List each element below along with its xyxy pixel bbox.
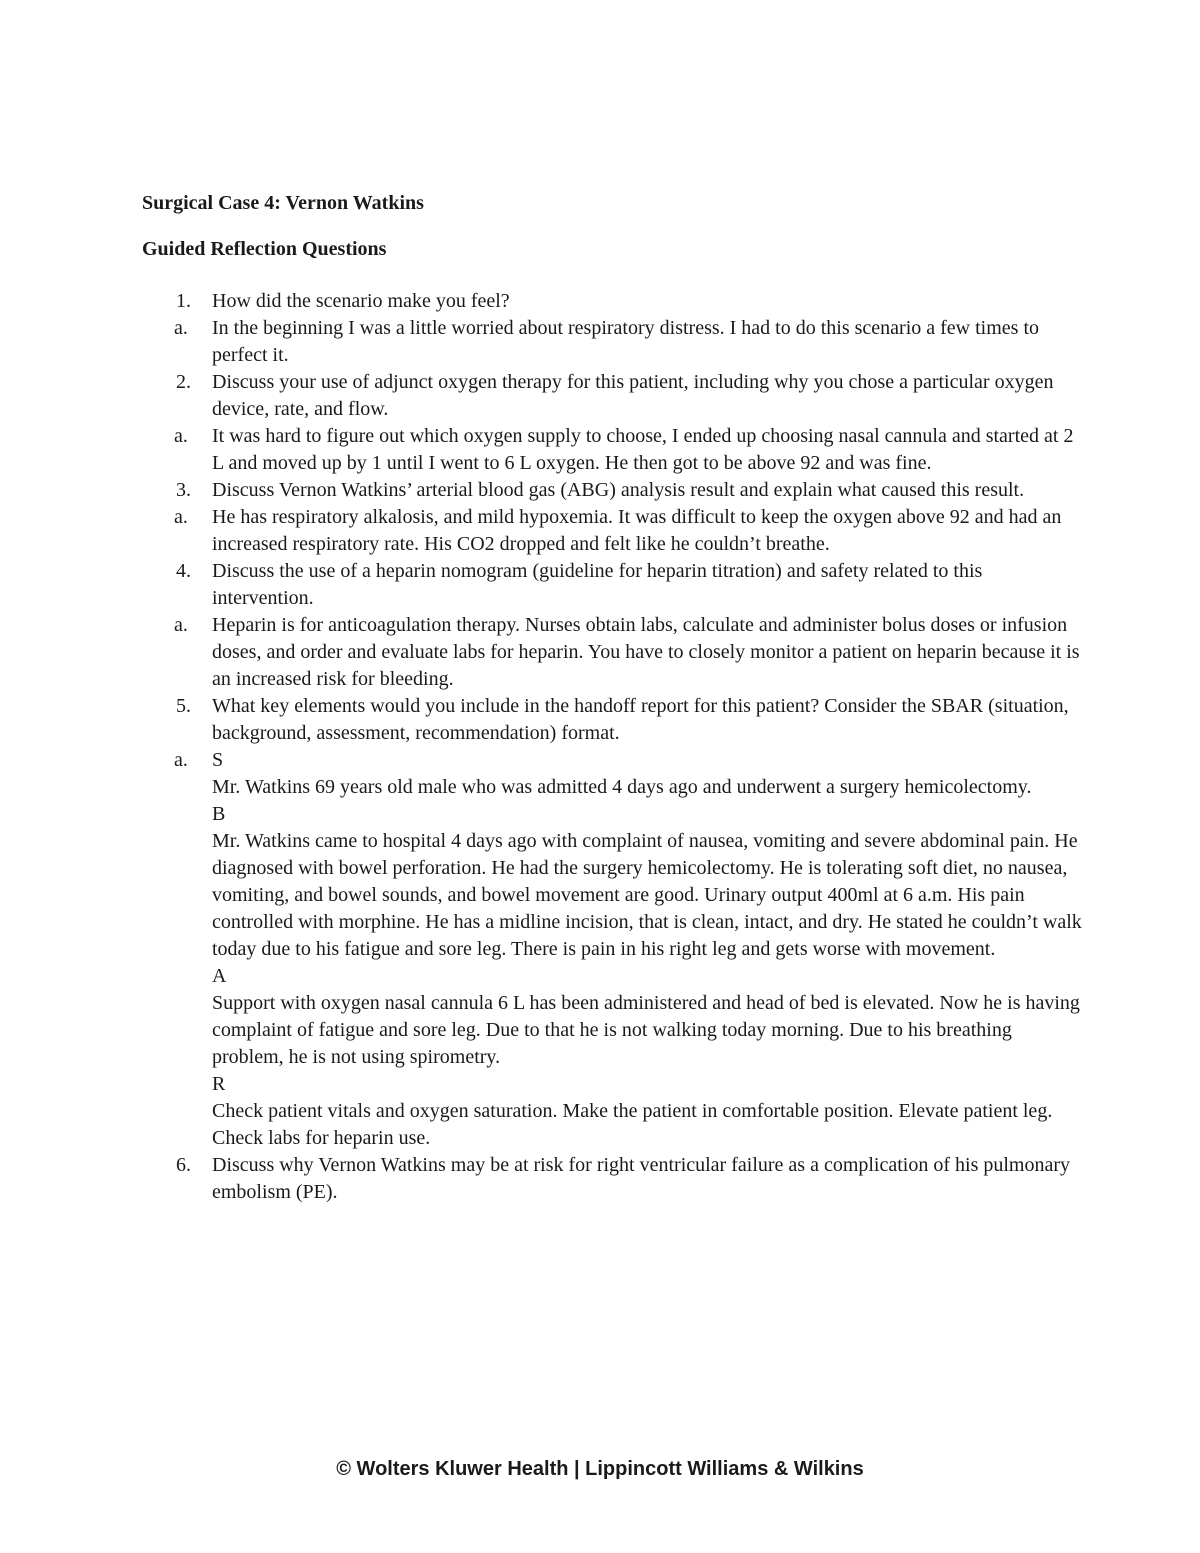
answer-marker: a. <box>174 506 188 528</box>
question-text: Discuss Vernon Watkins’ arterial blood gas (ABG) analysis result and explain what caused this result. <box>212 479 1025 501</box>
copyright-footer: © Wolters Kluwer Health | Lippincott Williams & Wilkins <box>336 1458 864 1480</box>
answer-item <box>142 504 1082 558</box>
question-text: How did the scenario make you feel? <box>212 290 510 312</box>
question-text: Discuss why Vernon Watkins may be at risk for right ventricular failure as a complication of his pulmonary embolism (PE). <box>212 1154 1071 1203</box>
question-item <box>142 369 1082 423</box>
sbar-answer-text: S Mr. Watkins 69 years old male who was admitted 4 days ago and underwent a surgery hemicolectomy. B Mr. Watkins came to hospital 4 days ago with complaint of nausea, vomiting and severe abdominal pain. He diagnosed with bowel perforation. He had the surgery hemicolectomy. He is tolerating soft diet, no nausea, vomiting, and bowel sounds, and bowel movement are good. Urinary output 400ml at 6 a.m. His pain controlled with morphine. He has a midline incision, that is clean, intact, and dry. He stated he couldn’t walk today due to his fatigue and sore leg. There is pain in his right leg and gets worse with movement. A Support with oxygen nasal cannula 6 L has been administered and head of bed is elevated. Now he is having complaint of fatigue and sore leg. Due to that he is not walking today morning. Due to his breathing problem, he is not using spirometry. R Check patient vitals and oxygen saturation. Make the patient in comfortable position. Elevate patient leg. Check labs for heparin use. <box>212 749 1082 1149</box>
section-heading: Guided Reflection Questions <box>142 238 387 260</box>
question-text: Discuss the use of a heparin nomogram (guideline for heparin titration) and safety related to this intervention. <box>212 560 983 609</box>
answer-item <box>142 747 1082 1152</box>
answer-text: It was hard to figure out which oxygen supply to choose, I ended up choosing nasal cannula and started at 2 L and moved up by 1 until I went to 6 L oxygen. He then got to be above 92 and was fine. <box>212 425 1074 474</box>
question-text: Discuss your use of adjunct oxygen therapy for this patient, including why you chose a particular oxygen device, rate, and flow. <box>212 371 1054 420</box>
question-number: 1. <box>176 290 191 312</box>
question-item <box>142 693 1082 747</box>
answer-marker: a. <box>174 425 188 447</box>
answer-marker: a. <box>174 749 188 771</box>
answer-item <box>142 423 1082 477</box>
document-title: Surgical Case 4: Vernon Watkins <box>142 192 424 214</box>
answer-marker: a. <box>174 614 188 636</box>
answer-item <box>142 612 1082 693</box>
question-number: 5. <box>176 695 191 717</box>
question-item <box>142 1152 1082 1206</box>
question-item <box>142 288 1082 315</box>
question-number: 6. <box>176 1154 191 1176</box>
question-number: 2. <box>176 371 191 393</box>
question-number: 4. <box>176 560 191 582</box>
question-item <box>142 477 1082 504</box>
answer-text: He has respiratory alkalosis, and mild hypoxemia. It was difficult to keep the oxygen above 92 and had an increased respiratory rate. His CO2 dropped and felt like he couldn’t breathe. <box>212 506 1062 555</box>
answer-text: Heparin is for anticoagulation therapy. Nurses obtain labs, calculate and administer bolus doses or infusion doses, and order and evaluate labs for heparin. You have to closely monitor a patient on heparin because it is an increased risk for bleeding. <box>212 614 1080 690</box>
question-text: What key elements would you include in the handoff report for this patient? Consider the SBAR (situation, background, assessment, recommendation) format. <box>212 695 1069 744</box>
answer-item <box>142 315 1082 369</box>
question-list <box>142 288 1082 1206</box>
answer-text: In the beginning I was a little worried about respiratory distress. I had to do this scenario a few times to perfect it. <box>212 317 1040 366</box>
question-number: 3. <box>176 479 191 501</box>
question-item <box>142 558 1082 612</box>
answer-marker: a. <box>174 317 188 339</box>
